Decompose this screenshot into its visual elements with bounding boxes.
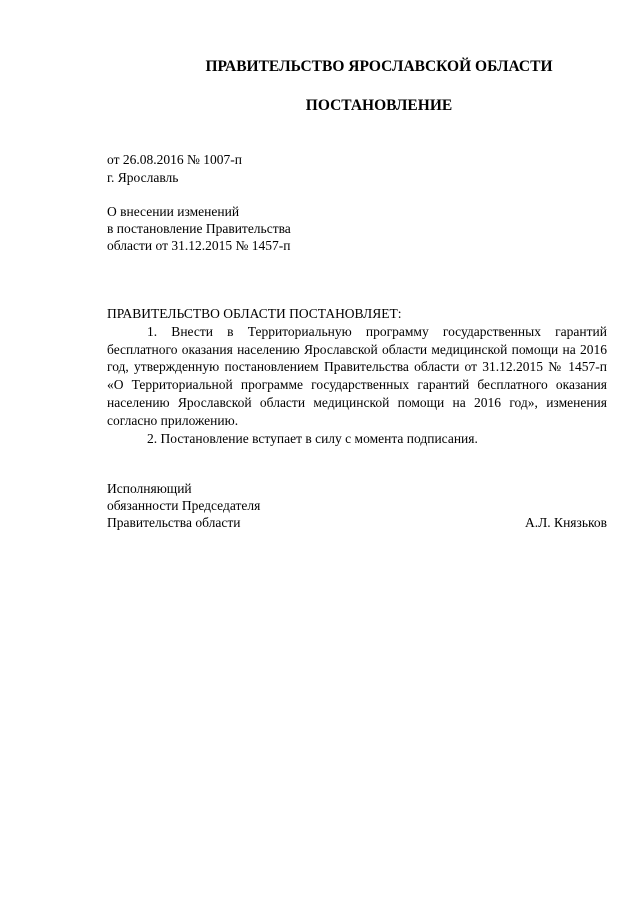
resolution-item-1: 1. Внести в Территориальную программу государственных гарантий бесплатного оказания населению Ярославской области медицинской помощи на 2016 год, утвержденную постановлением Правительства области от 31.12.2015 № 1457-п «О Территориальной программе государственных гарантий бесплатного оказания населению Ярославской области медицинской помощи на 2016 год», изменения согласно приложению. [107,323,607,428]
city: г. Ярославль [107,170,179,185]
resolution-item-2: 2. Постановление вступает в силу с момента подписания. [147,430,478,446]
subject-line-2: в постановление Правительства [107,221,291,236]
resolution-heading: ПРАВИТЕЛЬСТВО ОБЛАСТИ ПОСТАНОВЛЯЕТ: [107,306,402,321]
document-type: ПОСТАНОВЛЕНИЕ [305,97,453,114]
resolution-body [107,305,607,447]
date-number: от 26.08.2016 № 1007-п [107,152,242,167]
signer-name: А.Л. Князьков [525,515,607,530]
subject-line-3: области от 31.12.2015 № 1457-п [107,238,291,253]
government-title: ПРАВИТЕЛЬСТВО ЯРОСЛАВСКОЙ ОБЛАСТИ [205,58,553,75]
signer-title-line-1: Исполняющий [107,481,192,496]
signer-title-line-3: Правительства области [107,515,241,530]
subject-line-1: О внесении изменений [107,204,240,219]
signer-title-line-2: обязанности Председателя [107,498,261,513]
